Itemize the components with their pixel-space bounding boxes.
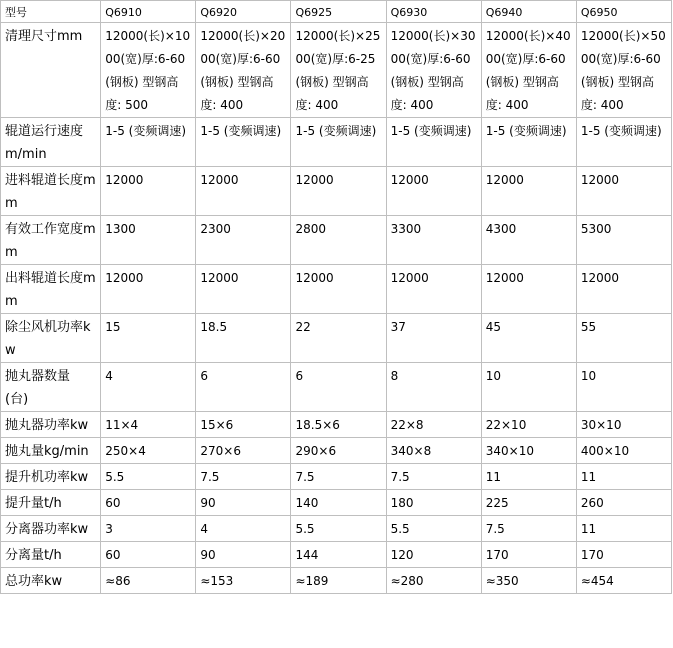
- model-header: Q6920: [196, 1, 291, 23]
- table-cell: 120: [386, 542, 481, 568]
- table-cell: 12000: [101, 167, 196, 216]
- table-cell: 2300: [196, 216, 291, 265]
- row-label: 除尘风机功率kw: [1, 314, 101, 363]
- table-cell: ≈189: [291, 568, 386, 594]
- table-cell: 12000: [386, 265, 481, 314]
- table-cell: 12000(长)×1000(宽)厚:6-60 (钢板) 型钢高度: 500: [101, 23, 196, 118]
- table-cell: ≈86: [101, 568, 196, 594]
- table-row: [1, 363, 672, 412]
- table-cell: 22×10: [481, 412, 576, 438]
- row-label: 抛丸器数量 (台): [1, 363, 101, 412]
- table-cell: 6: [196, 363, 291, 412]
- table-cell: 45: [481, 314, 576, 363]
- row-label: 进料辊道长度mm: [1, 167, 101, 216]
- table-cell: 7.5: [481, 516, 576, 542]
- row-label: 提升机功率kw: [1, 464, 101, 490]
- table-cell: 140: [291, 490, 386, 516]
- model-header: Q6950: [576, 1, 671, 23]
- row-label: 有效工作宽度mm: [1, 216, 101, 265]
- table-row: [1, 568, 672, 594]
- table-cell: 1-5 (变频调速): [101, 118, 196, 167]
- table-row: [1, 167, 672, 216]
- table-cell: 1-5 (变频调速): [386, 118, 481, 167]
- table-cell: 340×10: [481, 438, 576, 464]
- table-cell: 30×10: [576, 412, 671, 438]
- row-label: 分离器功率kw: [1, 516, 101, 542]
- table-cell: 8: [386, 363, 481, 412]
- row-label: 提升量t/h: [1, 490, 101, 516]
- table-cell: 7.5: [291, 464, 386, 490]
- table-cell: 55: [576, 314, 671, 363]
- row-label: 抛丸器功率kw: [1, 412, 101, 438]
- table-cell: 6: [291, 363, 386, 412]
- table-cell: 5.5: [386, 516, 481, 542]
- table-row: [1, 118, 672, 167]
- table-cell: 12000(长)×3000(宽)厚:6-60 (钢板) 型钢高度: 400: [386, 23, 481, 118]
- table-cell: 4: [196, 516, 291, 542]
- table-cell: 1-5 (变频调速): [196, 118, 291, 167]
- table-row: [1, 490, 672, 516]
- table-row: [1, 464, 672, 490]
- table-cell: 12000: [481, 167, 576, 216]
- model-header: Q6930: [386, 1, 481, 23]
- table-cell: 12000: [576, 167, 671, 216]
- table-cell: 5300: [576, 216, 671, 265]
- row-label: 分离量t/h: [1, 542, 101, 568]
- table-cell: 170: [481, 542, 576, 568]
- table-cell: ≈454: [576, 568, 671, 594]
- table-cell: 12000(长)×2500(宽)厚:6-25 (钢板) 型钢高度: 400: [291, 23, 386, 118]
- table-cell: 12000(长)×5000(宽)厚:6-60 (钢板) 型钢高度: 400: [576, 23, 671, 118]
- table-row: [1, 438, 672, 464]
- table-cell: 260: [576, 490, 671, 516]
- row-label: 清理尺寸mm: [1, 23, 101, 118]
- table-cell: 15: [101, 314, 196, 363]
- model-header: Q6910: [101, 1, 196, 23]
- table-cell: 12000: [481, 265, 576, 314]
- table-cell: 12000: [386, 167, 481, 216]
- row-label: 抛丸量kg/min: [1, 438, 101, 464]
- table-cell: 10: [481, 363, 576, 412]
- table-row: [1, 314, 672, 363]
- table-cell: 7.5: [386, 464, 481, 490]
- header-label: 型号: [1, 1, 101, 23]
- model-header: Q6925: [291, 1, 386, 23]
- table-row: [1, 542, 672, 568]
- table-row: [1, 216, 672, 265]
- table-cell: 12000: [291, 167, 386, 216]
- table-cell: 12000(长)×4000(宽)厚:6-60 (钢板) 型钢高度: 400: [481, 23, 576, 118]
- table-cell: 290×6: [291, 438, 386, 464]
- table-cell: ≈280: [386, 568, 481, 594]
- table-cell: 1-5 (变频调速): [291, 118, 386, 167]
- table-cell: 170: [576, 542, 671, 568]
- row-label: 总功率kw: [1, 568, 101, 594]
- table-cell: 11×4: [101, 412, 196, 438]
- spec-table-body: [1, 23, 672, 594]
- table-row: [1, 412, 672, 438]
- row-label: 出料辊道长度mm: [1, 265, 101, 314]
- table-cell: 5.5: [101, 464, 196, 490]
- table-cell: 12000(长)×2000(宽)厚:6-60 (钢板) 型钢高度: 400: [196, 23, 291, 118]
- table-cell: 7.5: [196, 464, 291, 490]
- table-cell: 12000: [291, 265, 386, 314]
- table-cell: 12000: [196, 167, 291, 216]
- table-cell: 12000: [196, 265, 291, 314]
- table-cell: 1300: [101, 216, 196, 265]
- table-cell: 144: [291, 542, 386, 568]
- table-cell: 2800: [291, 216, 386, 265]
- table-cell: 250×4: [101, 438, 196, 464]
- table-cell: 3300: [386, 216, 481, 265]
- table-cell: 4: [101, 363, 196, 412]
- table-cell: 400×10: [576, 438, 671, 464]
- table-cell: 90: [196, 542, 291, 568]
- table-cell: 10: [576, 363, 671, 412]
- table-cell: 1-5 (变频调速): [576, 118, 671, 167]
- table-cell: 3: [101, 516, 196, 542]
- table-cell: 60: [101, 542, 196, 568]
- table-cell: 12000: [576, 265, 671, 314]
- table-cell: 60: [101, 490, 196, 516]
- table-cell: 18.5: [196, 314, 291, 363]
- table-cell: 22: [291, 314, 386, 363]
- table-cell: 90: [196, 490, 291, 516]
- table-cell: 22×8: [386, 412, 481, 438]
- row-label: 辊道运行速度m/min: [1, 118, 101, 167]
- table-row: [1, 265, 672, 314]
- table-cell: 37: [386, 314, 481, 363]
- table-cell: 15×6: [196, 412, 291, 438]
- table-cell: 11: [576, 516, 671, 542]
- table-cell: 270×6: [196, 438, 291, 464]
- model-header: Q6940: [481, 1, 576, 23]
- table-cell: 11: [481, 464, 576, 490]
- table-cell: 1-5 (变频调速): [481, 118, 576, 167]
- table-cell: ≈153: [196, 568, 291, 594]
- table-cell: 340×8: [386, 438, 481, 464]
- header-row: [1, 1, 672, 23]
- table-cell: 11: [576, 464, 671, 490]
- table-cell: 12000: [101, 265, 196, 314]
- table-row: [1, 23, 672, 118]
- table-cell: 4300: [481, 216, 576, 265]
- table-cell: 225: [481, 490, 576, 516]
- table-cell: 180: [386, 490, 481, 516]
- table-cell: 5.5: [291, 516, 386, 542]
- table-row: [1, 516, 672, 542]
- table-cell: ≈350: [481, 568, 576, 594]
- table-cell: 18.5×6: [291, 412, 386, 438]
